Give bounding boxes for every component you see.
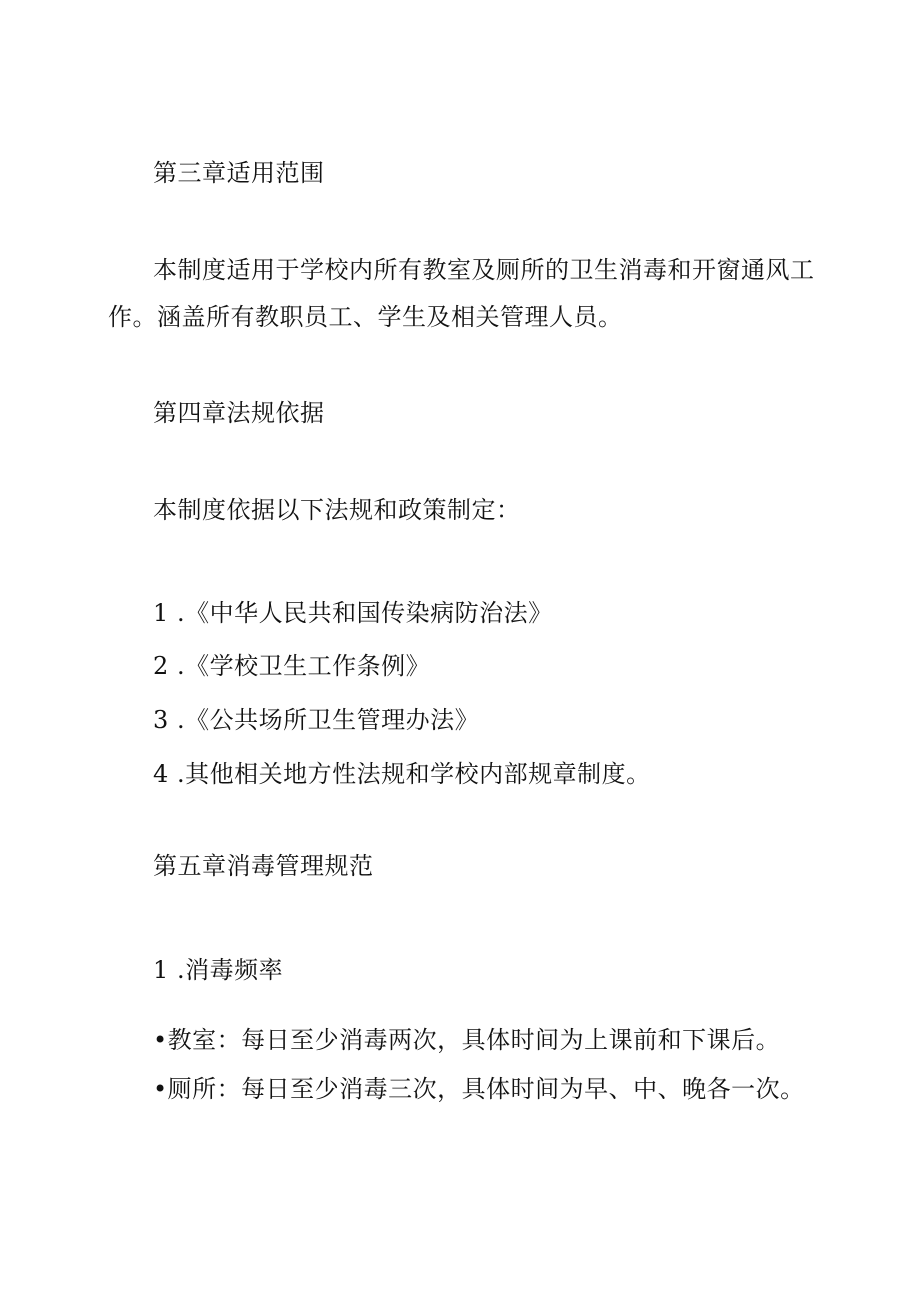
list-item — [153, 759, 651, 789]
chapter-3-paragraph-line-2: 作。涵盖所有教职员工、学生及相关管理人员。 — [108, 303, 623, 331]
list-item-number: 4 — [153, 760, 169, 788]
list-item-text: .其他相关地方性法规和学校内部规章制度。 — [177, 760, 651, 788]
list-item — [153, 598, 553, 628]
chapter-4-heading: 第四章法规依据 — [153, 399, 325, 427]
list-item-text: .《学校卫生工作条例》 — [177, 652, 431, 680]
list-item-number: 3 — [153, 706, 169, 734]
chapter-4-intro: 本制度依据以下法规和政策制定： — [153, 496, 521, 524]
list-item-text: .《公共场所卫生管理办法》 — [177, 706, 480, 734]
bullet-item-toilet: •厕所：每日至少消毒三次，具体时间为早、中、晚各一次。 — [153, 1075, 805, 1103]
list-item — [153, 705, 479, 735]
list-item-text: .《中华人民共和国传染病防治法》 — [177, 599, 553, 627]
list-item-number: 1 — [153, 599, 169, 627]
chapter-3-paragraph-line-1: 本制度适用于学校内所有教室及厕所的卫生消毒和开窗通风工 — [153, 256, 815, 284]
chapter-3-heading: 第三章适用范围 — [153, 159, 325, 187]
chapter-5-heading: 第五章消毒管理规范 — [153, 852, 374, 880]
subsection-title: .消毒频率 — [177, 956, 284, 984]
list-item — [153, 651, 430, 681]
list-item-number: 2 — [153, 652, 169, 680]
subsection-heading — [153, 955, 283, 985]
bullet-item-classroom: •教室：每日至少消毒两次，具体时间为上课前和下课后。 — [153, 1026, 781, 1054]
subsection-number: 1 — [153, 956, 169, 984]
